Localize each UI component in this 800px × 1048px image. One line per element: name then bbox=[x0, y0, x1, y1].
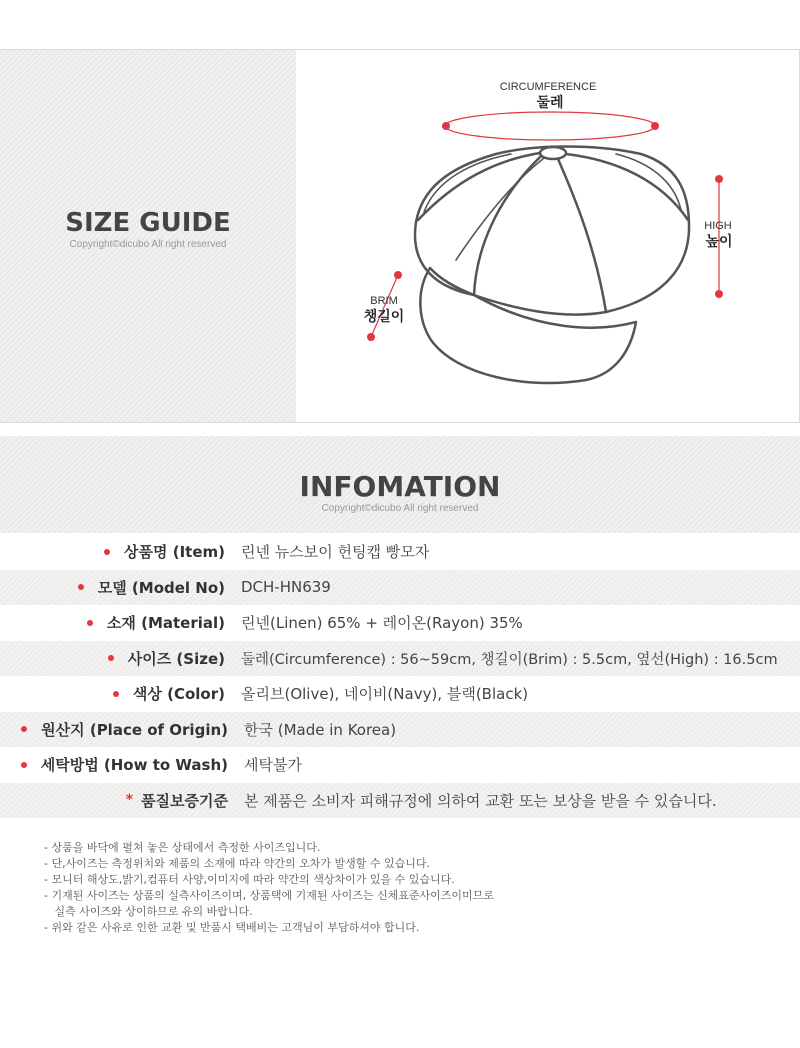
brim-label-ko: 챙길이 bbox=[363, 309, 405, 325]
height-label-en: HIGH bbox=[704, 220, 732, 232]
bullet-dot-icon bbox=[21, 726, 27, 732]
size-guide-section bbox=[0, 49, 800, 423]
info-label-text: 세탁방법 (How to Wash) bbox=[40, 756, 228, 775]
bullet-dot-icon bbox=[104, 549, 110, 555]
note-line: - 단,사이즈는 측정위치와 제품의 소재에 따라 약간의 오차가 발생할 수 있습니다. bbox=[44, 857, 430, 870]
circumference-marker-right bbox=[651, 122, 659, 130]
info-row-color bbox=[0, 676, 800, 712]
bullet-dot-icon bbox=[78, 584, 84, 590]
note-line: - 모니터 해상도,밝기,컴퓨터 사양,이미지에 따라 약간의 색상차이가 있을 수 있습니다. bbox=[44, 873, 455, 886]
info-row-origin bbox=[0, 712, 800, 748]
size-guide-title: SIZE GUIDE bbox=[65, 208, 231, 238]
info-value: 세탁불가 bbox=[244, 756, 302, 775]
info-row-model bbox=[0, 570, 800, 606]
info-row-item bbox=[0, 534, 800, 570]
info-row-material bbox=[0, 605, 800, 641]
circumference-label-en: CIRCUMFERENCE bbox=[499, 81, 597, 93]
note-line: 실측 사이즈와 상이하므로 유의 바랍니다. bbox=[44, 905, 253, 918]
info-label-text: 모델 (Model No) bbox=[97, 578, 225, 597]
information-table bbox=[0, 534, 800, 818]
notes-list bbox=[44, 840, 764, 936]
height-label-ko: 높이 bbox=[705, 234, 733, 250]
info-label-text: 소재 (Material) bbox=[106, 614, 225, 633]
info-row-wash bbox=[0, 747, 800, 783]
info-label bbox=[126, 783, 228, 819]
size-guide-copyright: Copyright©dicubo All right reserved bbox=[69, 239, 227, 250]
info-label-text: 원산지 (Place of Origin) bbox=[41, 720, 228, 739]
info-label-text: 상품명 (Item) bbox=[124, 543, 225, 562]
brim-marker-bottom bbox=[367, 333, 375, 341]
info-value: 둘레(Circumference) : 56~59cm, 챙길이(Brim) : 5.5cm, 옆선(High) : 16.5cm bbox=[241, 651, 778, 668]
size-guide-title-panel bbox=[0, 50, 296, 422]
info-label-text: 색상 (Color) bbox=[132, 685, 225, 704]
info-label-text: 품질보증기준 bbox=[141, 791, 228, 810]
information-title: INFOMATION bbox=[299, 470, 501, 503]
asterisk-icon: * bbox=[125, 792, 134, 809]
info-value: 올리브(Olive), 네이비(Navy), 블랙(Black) bbox=[241, 685, 529, 704]
bullet-dot-icon bbox=[113, 691, 119, 697]
height-marker-bottom bbox=[715, 290, 723, 298]
note-line: - 상품을 바닥에 펼쳐 놓은 상태에서 측정한 사이즈입니다. bbox=[44, 841, 321, 854]
circumference-measure-line bbox=[445, 112, 655, 140]
height-marker-top bbox=[715, 175, 723, 183]
note-line: - 기재된 사이즈는 상품의 실측사이즈이며, 상품택에 기재된 사이즈는 신체표준사이즈이미므로 bbox=[44, 889, 494, 902]
info-value: DCH-HN639 bbox=[241, 578, 331, 597]
info-value: 한국 (Made in Korea) bbox=[244, 720, 397, 739]
info-label bbox=[104, 534, 225, 570]
information-copyright: Copyright©dicubo All right reserved bbox=[321, 503, 479, 514]
information-header bbox=[0, 436, 800, 533]
info-value: 본 제품은 소비자 피해규정에 의하여 교환 또는 보상을 받을 수 있습니다. bbox=[244, 791, 717, 810]
brim-marker-top bbox=[394, 271, 402, 279]
info-label bbox=[87, 605, 225, 641]
circumference-label-ko: 둘레 bbox=[536, 95, 564, 111]
info-label bbox=[78, 570, 225, 606]
bullet-dot-icon bbox=[108, 655, 114, 661]
circumference-marker-left bbox=[442, 122, 450, 130]
info-value: 린넨 뉴스보이 헌팅캡 빵모자 bbox=[241, 543, 430, 562]
bullet-dot-icon bbox=[87, 620, 93, 626]
info-label bbox=[108, 641, 225, 677]
note-line: - 위와 같은 사유로 인한 교환 및 반품시 택배비는 고객님이 부담하셔야 합니다. bbox=[44, 921, 420, 934]
info-label-text: 사이즈 (Size) bbox=[127, 649, 225, 668]
hat-diagram bbox=[296, 50, 800, 422]
bullet-dot-icon bbox=[21, 762, 27, 768]
info-label bbox=[21, 712, 228, 748]
info-label bbox=[113, 676, 225, 712]
info-row-warranty bbox=[0, 783, 800, 819]
brim-label-en: BRIM bbox=[370, 295, 398, 307]
hat-diagram-panel bbox=[296, 50, 800, 422]
info-row-size bbox=[0, 641, 800, 677]
hat-outline bbox=[415, 147, 689, 384]
info-value: 린넨(Linen) 65% + 레이온(Rayon) 35% bbox=[241, 614, 523, 633]
info-label bbox=[21, 747, 228, 783]
